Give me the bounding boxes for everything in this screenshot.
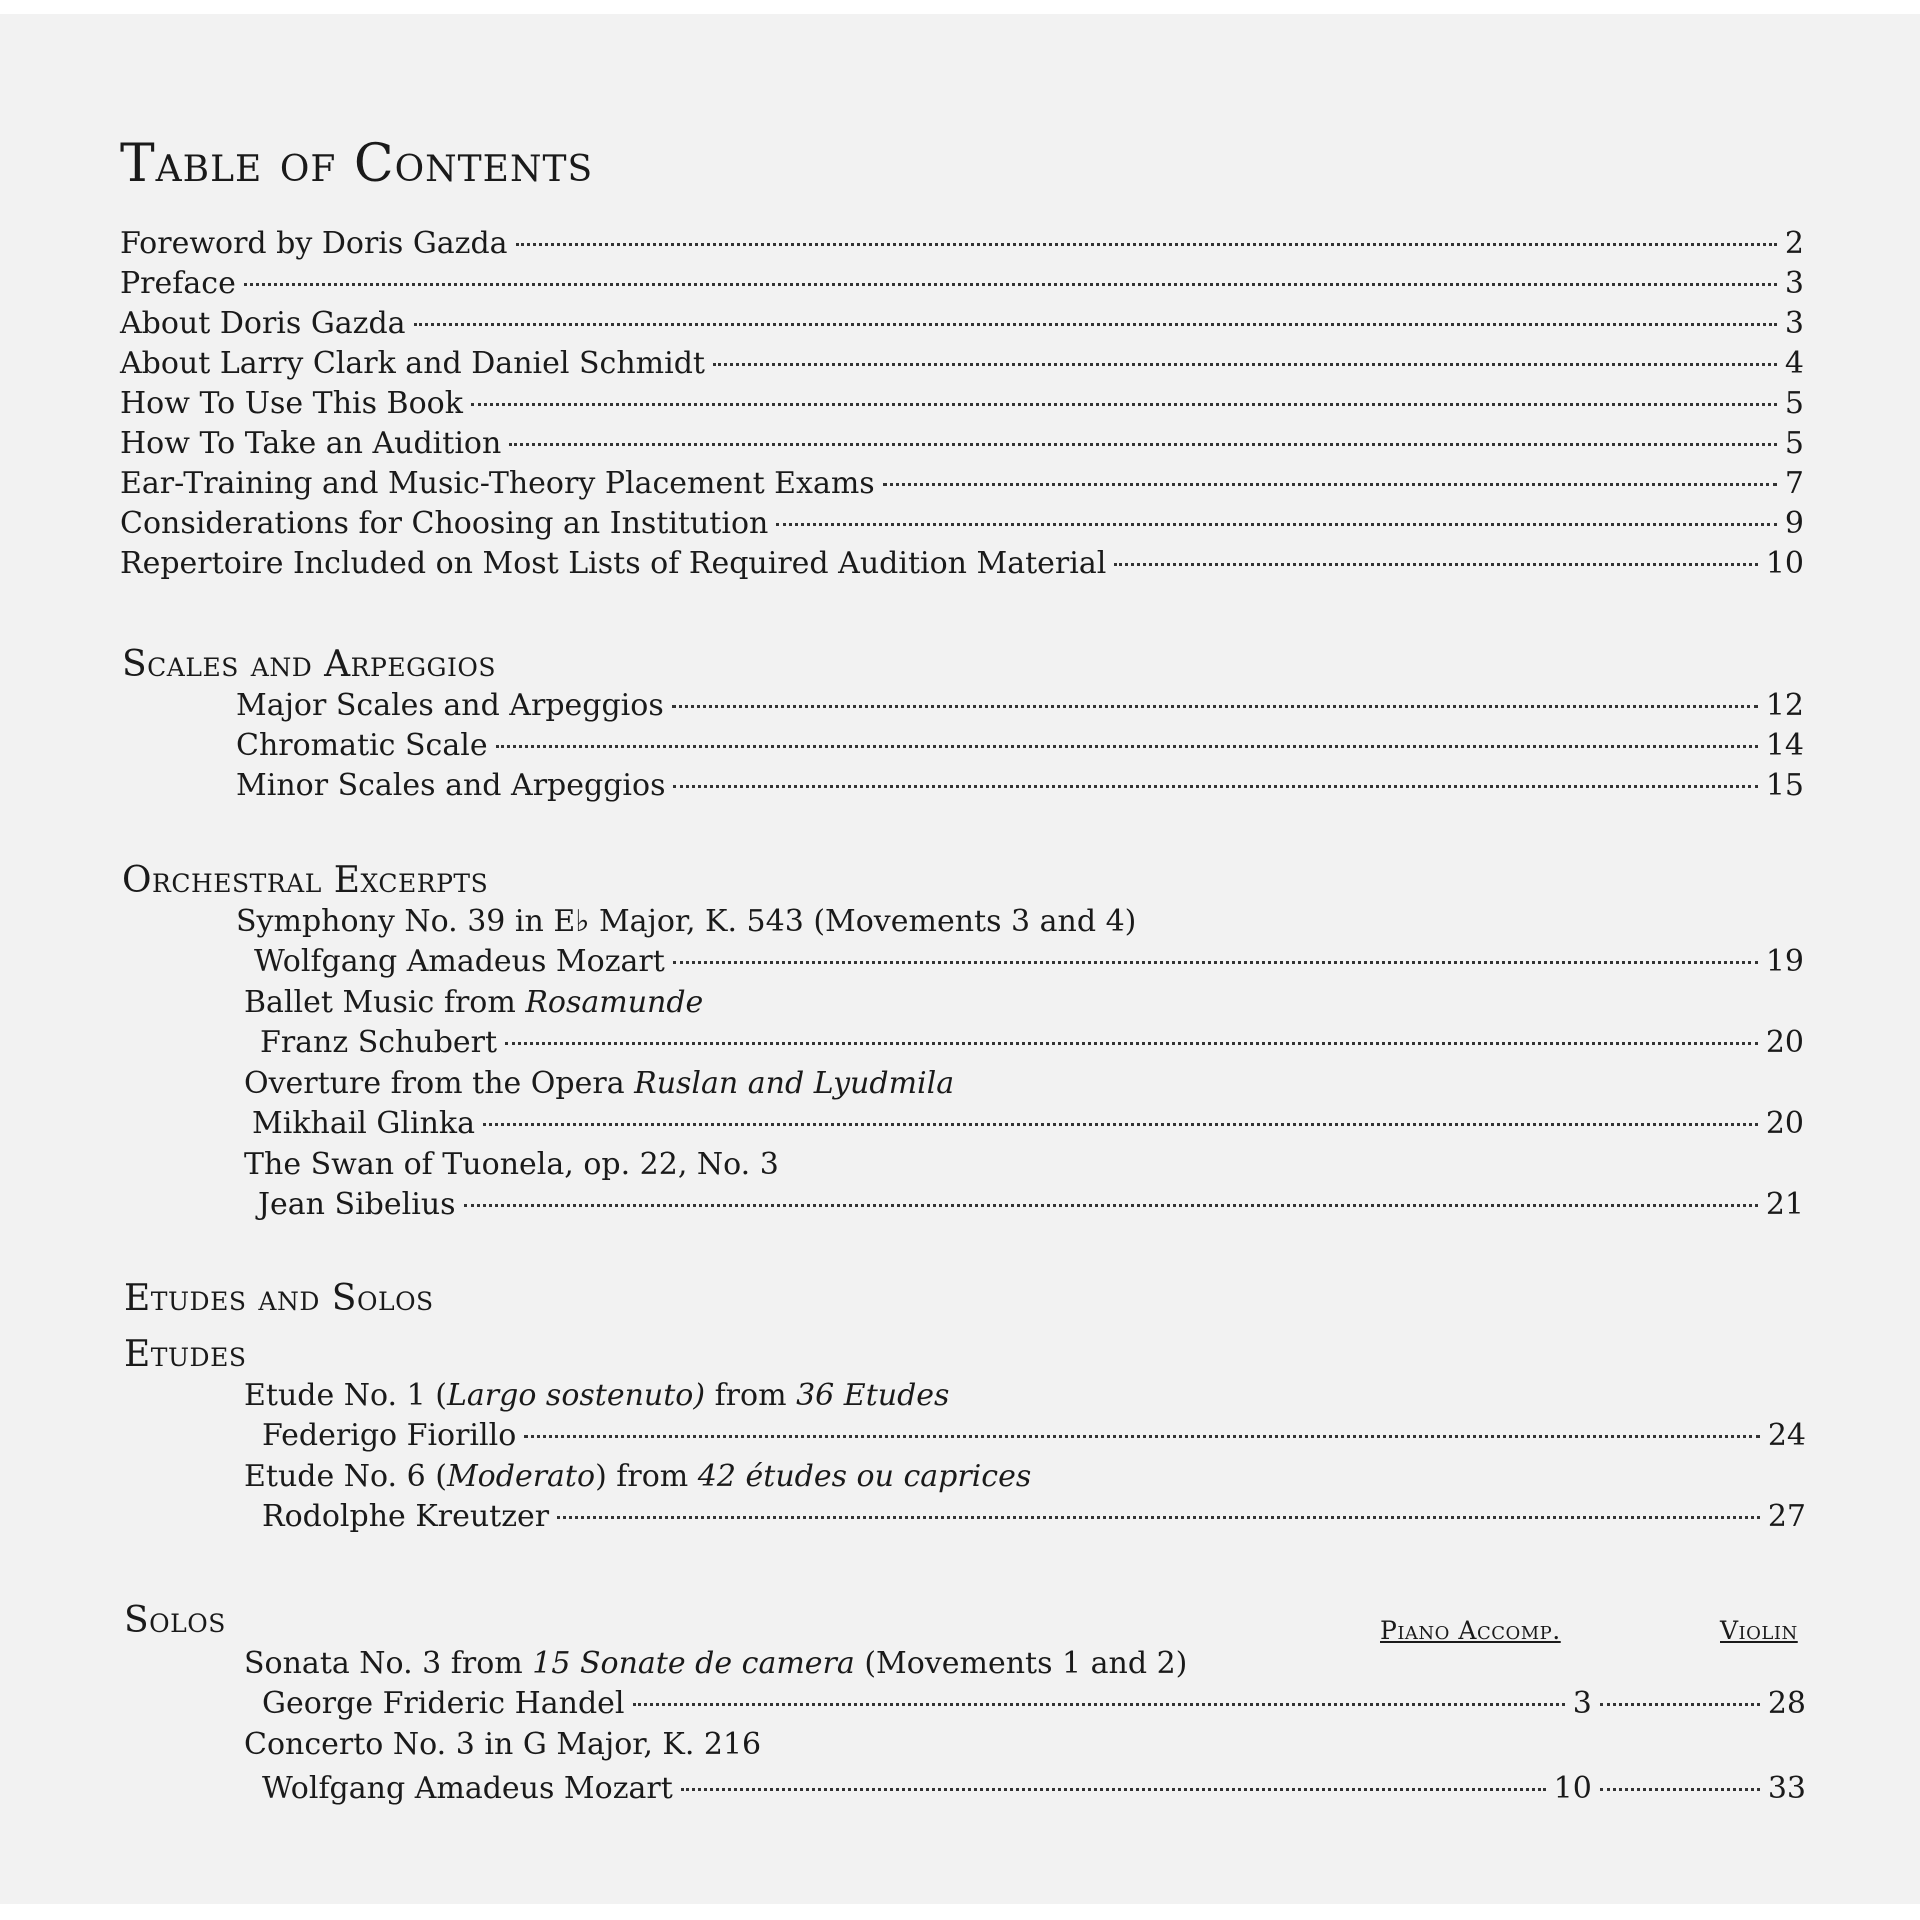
leader-dots — [464, 1204, 1758, 1207]
composer-name: Wolfgang Amadeus Mozart — [254, 944, 665, 979]
toc-entry-schubert[interactable] — [260, 1025, 1804, 1065]
swan-title: The Swan of Tuonela, op. 22, No. 3 — [244, 1147, 779, 1182]
page-number: 3 — [1784, 266, 1804, 301]
leader-dots — [681, 1788, 1546, 1791]
composer-name: George Frideric Handel — [262, 1686, 625, 1721]
page-number: 9 — [1784, 506, 1804, 541]
piano-page-number: 3 — [1572, 1686, 1592, 1721]
entry-label: Chromatic Scale — [236, 728, 488, 763]
toc-entry-major-scales[interactable] — [236, 688, 1804, 728]
toc-entry-minor-scales[interactable] — [236, 768, 1804, 808]
section-heading-orchestral: Orchestral Excerpts — [122, 860, 489, 901]
page-number: 21 — [1765, 1187, 1804, 1222]
toc-entry-placement-exams[interactable] — [120, 466, 1804, 506]
entry-label: How To Take an Audition — [120, 426, 502, 461]
front-matter-list — [120, 226, 1804, 586]
piano-page-number: 10 — [1553, 1771, 1592, 1806]
leader-dots — [633, 1703, 1565, 1706]
toc-entry-preface[interactable] — [120, 266, 1804, 306]
page-number: 20 — [1765, 1025, 1804, 1060]
page-number: 2 — [1784, 226, 1804, 261]
toc-entry-chromatic[interactable] — [236, 728, 1804, 768]
composer-name: Wolfgang Amadeus Mozart — [262, 1771, 673, 1806]
page-number: 5 — [1784, 386, 1804, 421]
toc-entry-mozart-concerto[interactable] — [262, 1771, 1806, 1811]
entry-label: Minor Scales and Arpeggios — [236, 768, 666, 803]
leader-dots — [713, 363, 1777, 366]
leader-dots — [516, 243, 1777, 246]
entry-label: Repertoire Included on Most Lists of Required Audition Material — [120, 546, 1107, 581]
etude1-title: Etude No. 1 (Largo sostenuto) from 36 Etudes — [244, 1378, 950, 1413]
toc-entry-foreword[interactable] — [120, 226, 1804, 266]
toc-entry-mozart-symphony[interactable] — [254, 944, 1804, 984]
etude6-title: Etude No. 6 (Moderato) from 42 études ou caprices — [244, 1459, 1032, 1494]
leader-dots — [1114, 563, 1757, 566]
document-page — [0, 14, 1920, 1904]
leader-dots — [557, 1516, 1760, 1519]
leader-dots — [244, 283, 1777, 286]
page-number: 15 — [1765, 768, 1804, 803]
toc-entry-institution[interactable] — [120, 506, 1804, 546]
violin-page-number: 28 — [1767, 1686, 1806, 1721]
overture-title: Overture from the Opera Ruslan and Lyudmila — [244, 1066, 955, 1101]
page-number: 7 — [1784, 466, 1804, 501]
section-heading-etudes-solos: Etudes and Solos — [124, 1278, 434, 1319]
page-number: 4 — [1784, 346, 1804, 381]
column-header-violin: Violin — [1720, 1616, 1798, 1645]
page-number: 14 — [1765, 728, 1804, 763]
leader-dots — [883, 483, 1777, 486]
leader-dots — [414, 323, 1777, 326]
subsection-heading-etudes: Etudes — [124, 1334, 247, 1375]
page-number: 12 — [1765, 688, 1804, 723]
leader-dots — [776, 523, 1777, 526]
toc-entry-glinka[interactable] — [252, 1106, 1804, 1146]
toc-entry-handel[interactable] — [262, 1686, 1806, 1726]
leader-dots — [483, 1123, 1758, 1126]
entry-label: How To Use This Book — [120, 386, 463, 421]
leader-dots — [1600, 1788, 1760, 1791]
subsection-heading-solos: Solos — [124, 1600, 226, 1641]
toc-entry-fiorillo[interactable] — [262, 1418, 1806, 1458]
leader-dots — [509, 443, 1777, 446]
entry-label: Considerations for Choosing an Institution — [120, 506, 769, 541]
column-header-piano: Piano Accomp. — [1380, 1616, 1561, 1645]
page-number: 27 — [1767, 1499, 1806, 1534]
toc-entry-how-to-use[interactable] — [120, 386, 1804, 426]
toc-entry-about-gazda[interactable] — [120, 306, 1804, 346]
toc-entry-about-clark-schmidt[interactable] — [120, 346, 1804, 386]
composer-name: Jean Sibelius — [258, 1187, 456, 1222]
entry-label: About Doris Gazda — [120, 306, 406, 341]
page-number: 24 — [1767, 1418, 1806, 1453]
leader-dots — [672, 705, 1758, 708]
toc-entry-audition[interactable] — [120, 426, 1804, 466]
composer-name: Mikhail Glinka — [252, 1106, 475, 1141]
composer-name: Rodolphe Kreutzer — [262, 1499, 550, 1534]
toc-entry-repertoire[interactable] — [120, 546, 1804, 586]
page-number: 10 — [1765, 546, 1804, 581]
leader-dots — [524, 1435, 1760, 1438]
symphony-title: Symphony No. 39 in E♭ Major, K. 543 (Movements 3 and 4) — [236, 904, 1137, 939]
concerto-title: Concerto No. 3 in G Major, K. 216 — [244, 1727, 762, 1762]
sonata-title: Sonata No. 3 from 15 Sonate de camera (Movements 1 and 2) — [244, 1646, 1188, 1681]
composer-name: Franz Schubert — [260, 1025, 498, 1060]
entry-label: Ear-Training and Music-Theory Placement Exams — [120, 466, 875, 501]
leader-dots — [673, 961, 1758, 964]
section-heading-scales: Scales and Arpeggios — [122, 644, 497, 685]
entry-label: Preface — [120, 266, 236, 301]
flat-symbol: ♭ — [575, 904, 590, 939]
entry-label: Major Scales and Arpeggios — [236, 688, 664, 723]
page-number: 3 — [1784, 306, 1804, 341]
ballet-title: Ballet Music from Rosamunde — [244, 985, 704, 1020]
leader-dots — [1600, 1703, 1760, 1706]
page-number: 19 — [1765, 944, 1804, 979]
leader-dots — [471, 403, 1777, 406]
violin-page-number: 33 — [1767, 1771, 1806, 1806]
entry-label: About Larry Clark and Daniel Schmidt — [120, 346, 705, 381]
page-title: Table of Contents — [120, 134, 594, 194]
leader-dots — [673, 785, 1757, 788]
page-number: 20 — [1765, 1106, 1804, 1141]
scales-list — [236, 688, 1804, 808]
entry-label: Foreword by Doris Gazda — [120, 226, 508, 261]
leader-dots — [505, 1042, 1758, 1045]
composer-name: Federigo Fiorillo — [262, 1418, 517, 1453]
page-number: 5 — [1784, 426, 1804, 461]
toc-entry-kreutzer[interactable] — [262, 1499, 1806, 1539]
leader-dots — [496, 745, 1758, 748]
toc-entry-sibelius[interactable] — [258, 1187, 1804, 1227]
